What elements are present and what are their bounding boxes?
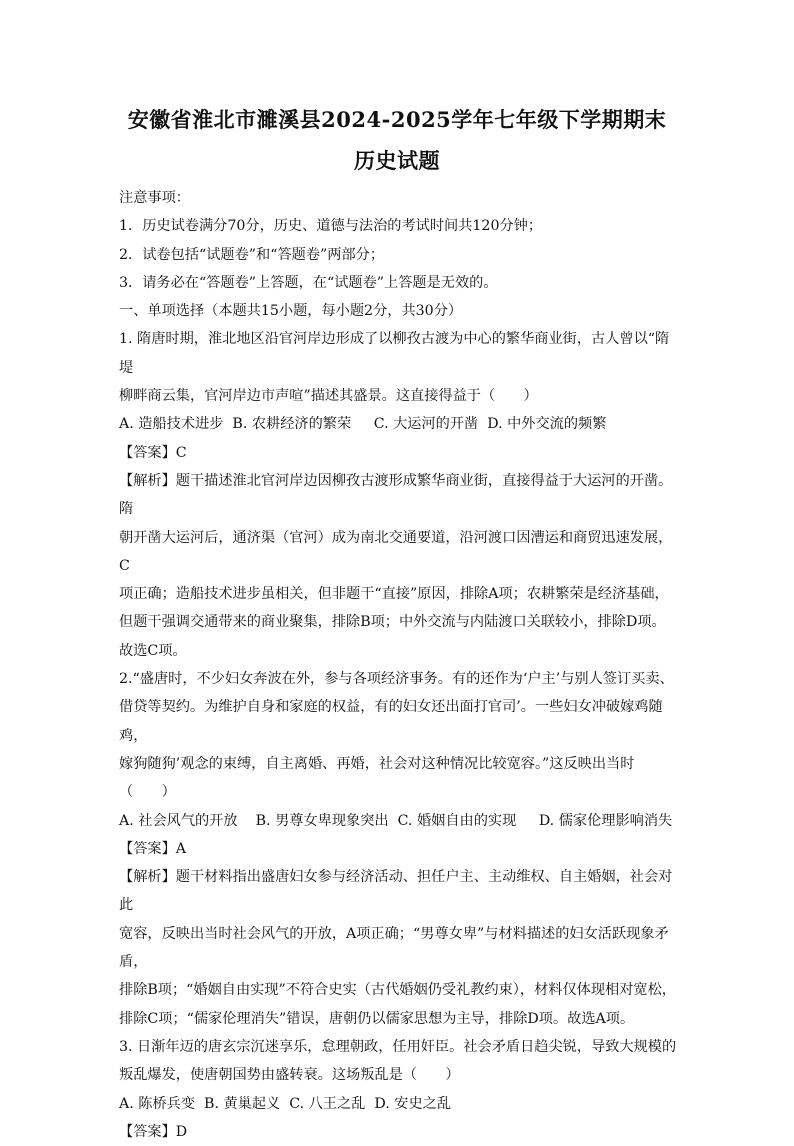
question-options: A. 社会风气的开放 B. 男尊女卑现象突出 C. 婚姻自由的实现 D. 儒家伦理影响消失 — [119, 812, 673, 829]
question-analysis: 【解析】题干材料指出盛唐妇女参与经济活动、担任户主、主动维权、自主婚姻，社会对此 — [119, 869, 673, 914]
question-analysis: 但题干强调交通带来的商业聚集，排除B项；中外交流与内陆渡口关联较小，排除D项。 — [119, 614, 666, 631]
question-stem: 柳畔商云集，官河岸边市声喧”描述其盛景。这直接得益于（ ） — [119, 388, 538, 405]
question-answer: 【答案】A — [119, 840, 186, 857]
document-body — [119, 184, 679, 1146]
notice-item: 1．历史试卷满分70分，历史、道德与法治的考试时间共120分钟； — [119, 218, 543, 235]
question-answer: 【答案】C — [119, 444, 187, 461]
question-stem: 1. 隋唐时期，淮北地区沿官河岸边形成了以柳孜古渡为中心的繁华商业街，古人曾以“隋堤 — [119, 331, 670, 376]
question-analysis: 【解析】题干描述淮北官河岸边因柳孜古渡形成繁华商业街，直接得益于大运河的开凿。隋 — [119, 472, 673, 518]
question-answer: 【答案】D — [119, 1123, 188, 1140]
question-analysis: 故选C项。 — [119, 642, 187, 659]
notice-heading: 注意事项： — [119, 190, 190, 206]
question-analysis: 排除B项；“婚姻自由实现”不符合史实（古代婚姻仍受礼教约束），材料仅体现相对宽松， — [119, 982, 676, 999]
question-stem: 2.“盛唐时，不少妇女奔波在外，参与各项经济事务。有的还作为‘户主’与别人签订买卖、 — [119, 671, 674, 688]
notice-item: 3．请务必在“答题卷”上答题，在“试题卷”上答题是无效的。 — [119, 274, 498, 291]
question-options: A. 造船技术进步 B. 农耕经济的繁荣 C. 大运河的开凿 D. 中外交流的频繁 — [119, 416, 607, 433]
section-heading: 一、单项选择（本题共15小题，每小题2分，共30分） — [119, 303, 463, 320]
question-stem: 3. 日渐年迈的唐玄宗沉迷享乐，怠理朝政，任用奸臣。社会矛盾日趋尖锐，导致大规模的 — [119, 1038, 677, 1055]
question-analysis: 项正确；造船技术进步虽相关，但非题干“直接”原因，排除A项；农耕繁荣是经济基础， — [119, 586, 669, 603]
question-analysis: 朝开凿大运河后，通济渠（官河）成为南北交通要道，沿河渡口因漕运和商贸迅速发展，C — [119, 529, 673, 574]
question-analysis: 排除C项；“儒家伦理消失”错误，唐朝仍以儒家思想为主导，排除D项。故选A项。 — [119, 1010, 635, 1027]
notice-item: 2．试卷包括“试题卷”和“答题卷”两部分； — [119, 246, 385, 263]
question-stem: 借贷等契约。为维护自身和家庭的权益，有的妇女还出面打官司’。一些妇女冲破嫁鸡随鸡， — [119, 699, 663, 744]
page-title: 安徽省淮北市濉溪县2024-2025学年七年级下学期期末 — [127, 107, 667, 132]
question-stem: 叛乱爆发，使唐朝国势由盛转衰。这场叛乱是（ ） — [119, 1067, 460, 1084]
question-stem: 嫁狗随狗’观念的束缚，自主离婚、再婚，社会对这种情况比较宽容。”这反映出当时（ ） — [119, 755, 635, 801]
question-options: A. 陈桥兵变 B. 黄巢起义 C. 八王之乱 D. 安史之乱 — [119, 1095, 452, 1112]
page-subtitle: 历史试题 — [354, 148, 440, 173]
question-analysis: 宽容，反映出当时社会风气的开放，A项正确；“男尊女卑”与材料描述的妇女活跃现象矛盾， — [119, 925, 669, 971]
